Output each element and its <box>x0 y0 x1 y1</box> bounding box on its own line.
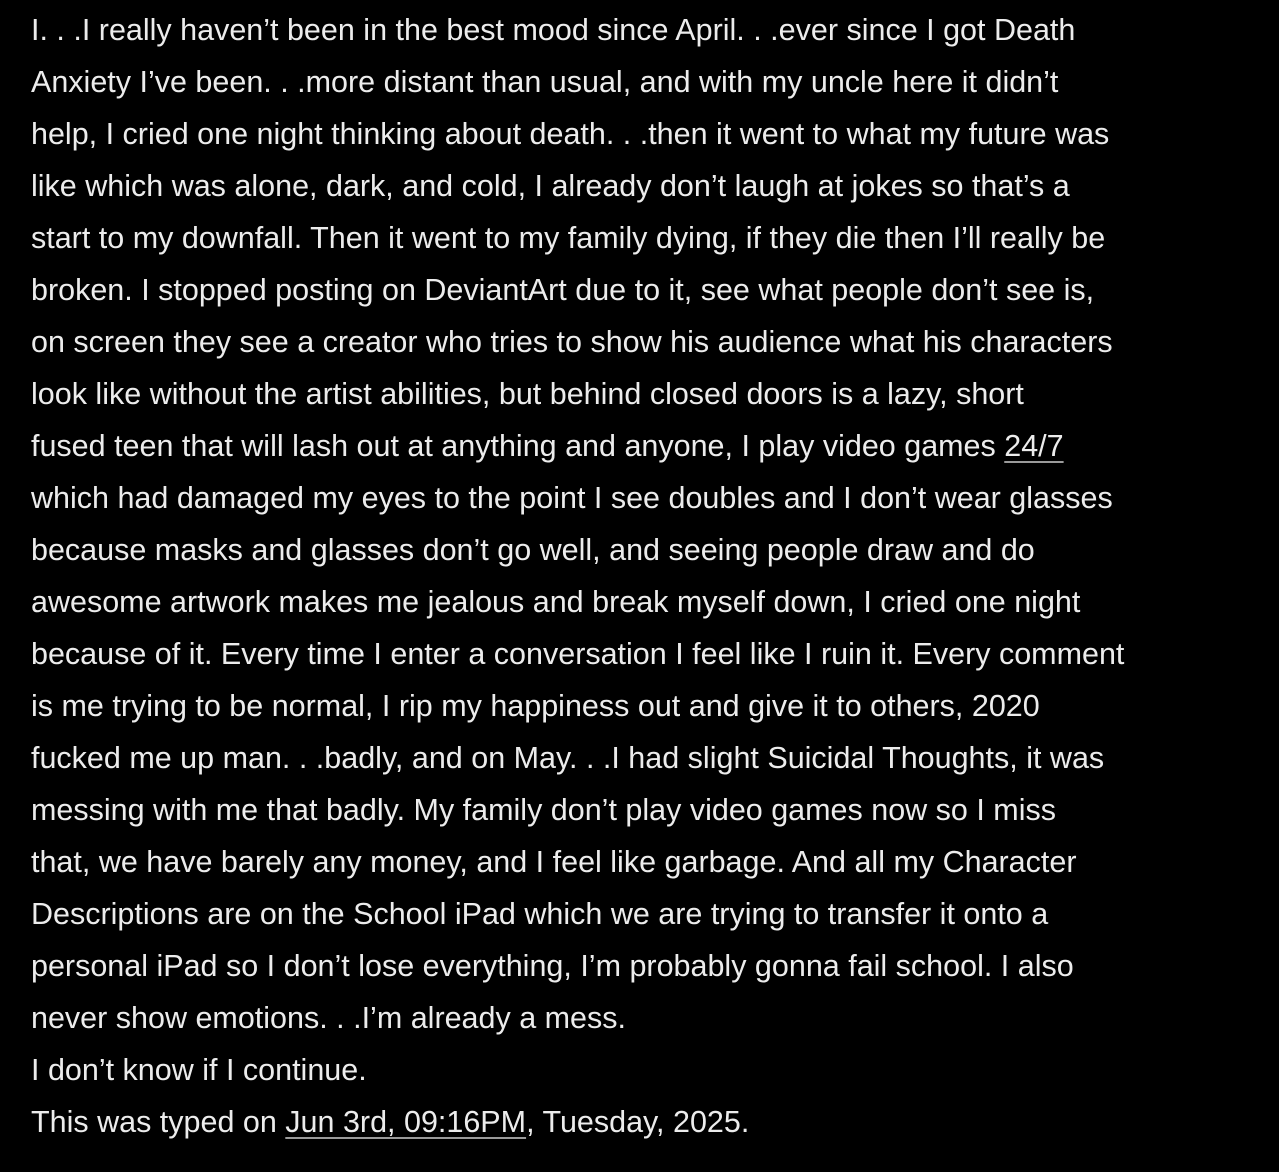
note-line: help, I cried one night thinking about death. . .then it went to what my future was <box>31 117 1110 151</box>
note-line: on screen they see a creator who tries to show his audience what his characters <box>31 325 1113 359</box>
note-text: This was typed on <box>31 1105 286 1139</box>
note-line: start to my downfall. Then it went to my family dying, if they die then I’ll really be <box>31 221 1106 255</box>
note-line <box>31 420 1255 472</box>
note-line: like which was alone, dark, and cold, I already don’t laugh at jokes so that’s a <box>31 169 1070 203</box>
note-line: never show emotions. . .I’m already a mess. <box>31 1001 626 1035</box>
note-text: fused teen that will lash out at anything and anyone, I play video games <box>31 429 1005 463</box>
note-line: because of it. Every time I enter a conversation I feel like I ruin it. Every comment <box>31 637 1125 671</box>
note-line <box>31 1096 1255 1148</box>
note-line: because masks and glasses don’t go well, and seeing people draw and do <box>31 533 1035 567</box>
time-detected-link[interactable]: 24/7 <box>1004 429 1064 463</box>
note-text: , Tuesday, 2025. <box>526 1105 750 1139</box>
note-line: I don’t know if I continue. <box>31 1053 367 1087</box>
note-line: fucked me up man. . .badly, and on May. . .I had slight Suicidal Thoughts, it was <box>31 741 1105 775</box>
note-line: messing with me that badly. My family don’t play video games now so I miss <box>31 793 1056 827</box>
note-line: broken. I stopped posting on DeviantArt due to it, see what people don’t see is, <box>31 273 1095 307</box>
note-line: that, we have barely any money, and I feel like garbage. And all my Character <box>31 845 1077 879</box>
note-line: I. . .I really haven’t been in the best mood since April. . .ever since I got Death <box>31 13 1076 47</box>
date-detected-link[interactable]: Jun 3rd, 09:16PM <box>285 1105 527 1139</box>
note-line: Descriptions are on the School iPad which we are trying to transfer it onto a <box>31 897 1049 931</box>
note-line: is me trying to be normal, I rip my happiness out and give it to others, 2020 <box>31 689 1040 723</box>
note-line: Anxiety I’ve been. . .more distant than usual, and with my uncle here it didn’t <box>31 65 1059 99</box>
note-line: personal iPad so I don’t lose everything, I’m probably gonna fail school. I also <box>31 949 1074 983</box>
note-line: which had damaged my eyes to the point I see doubles and I don’t wear glasses <box>31 481 1113 515</box>
note-line: awesome artwork makes me jealous and break myself down, I cried one night <box>31 585 1081 619</box>
note-line: look like without the artist abilities, but behind closed doors is a lazy, short <box>31 377 1024 411</box>
